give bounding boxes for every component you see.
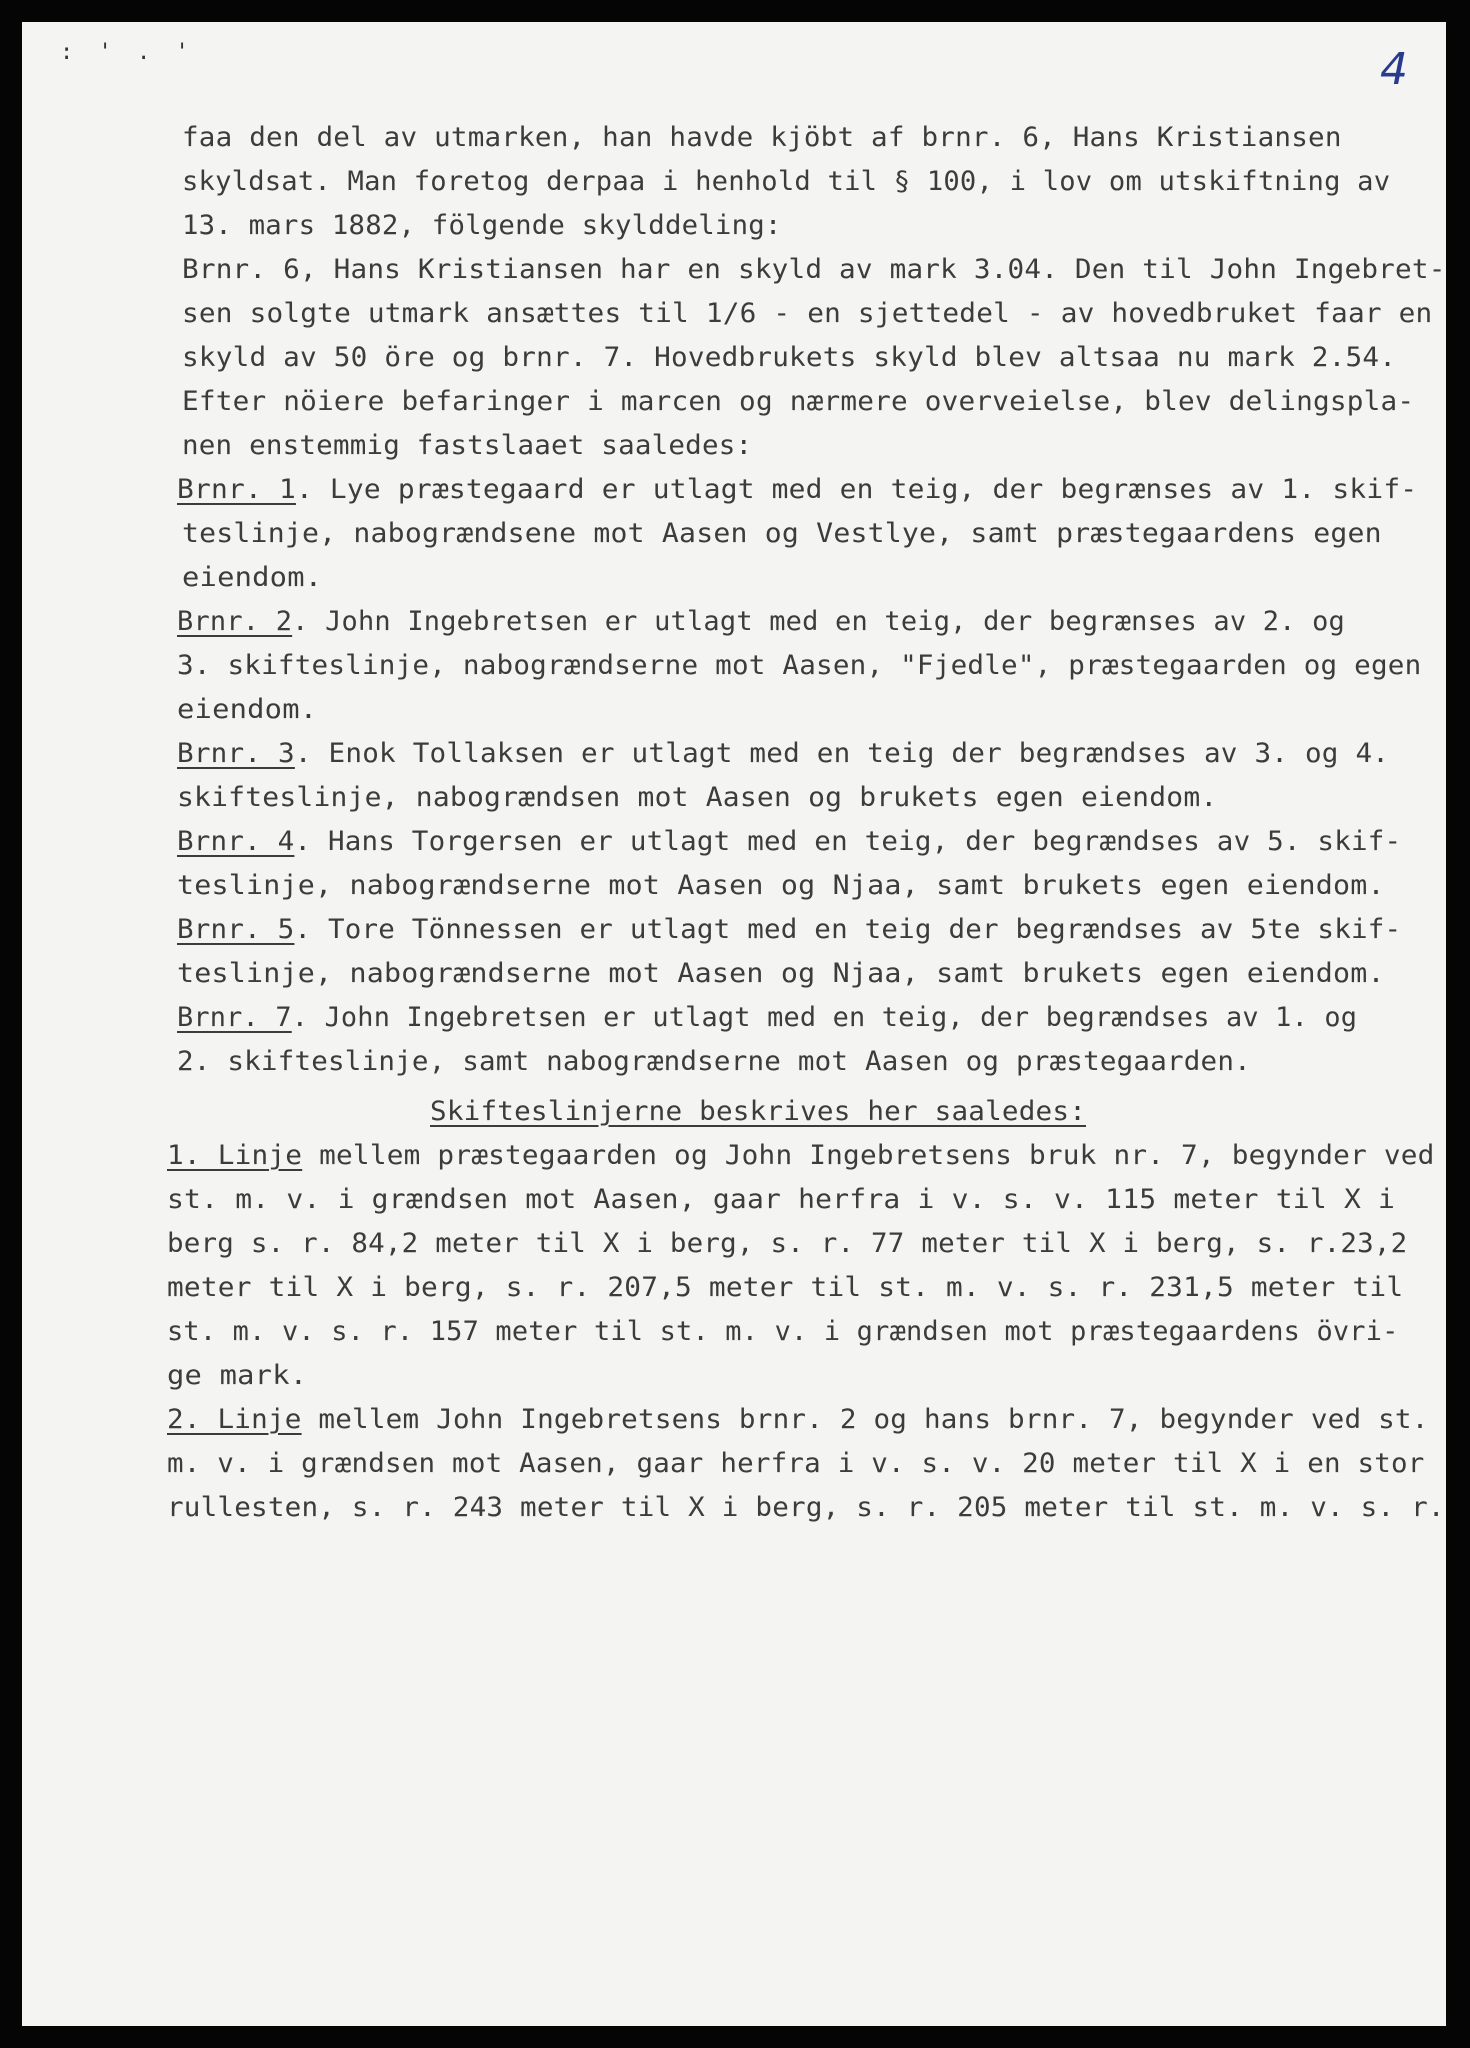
text-line — [167, 1228, 1407, 1259]
underlined-heading: Brnr. 1 — [177, 474, 296, 505]
line-text: . Lye præstegaard er utlagt med en teig, der begrænses av 1. skif- — [295, 474, 1418, 505]
text-line — [167, 1140, 1435, 1171]
underlined-heading: Brnr. 7 — [177, 1002, 292, 1033]
line-text: mellem John Ingebretsens brnr. 2 og hans brnr. 7, begynder ved st. — [301, 1404, 1429, 1435]
underlined-heading: Skifteslinjerne beskrives her saaledes: — [430, 1096, 1087, 1127]
text-line — [182, 210, 782, 241]
line-text: mellem præstegaarden og John Ingebretsens bruk nr. 7, begynder ved — [302, 1140, 1435, 1171]
underlined-heading: Brnr. 2 — [177, 606, 293, 637]
text-line — [177, 738, 1389, 769]
line-text: . Tore Tönnessen er utlagt med en teig der begrændses av 5te skif- — [294, 914, 1402, 945]
line-text: berg s. r. 84,2 meter til X i berg, s. r. 77 meter til X i berg, s. r.23,2 — [167, 1228, 1408, 1259]
underlined-heading: Brnr. 3 — [177, 738, 295, 769]
line-text: nen enstemmig fastslaaet saaledes: — [182, 430, 753, 461]
text-line — [167, 1492, 1445, 1523]
text-line — [182, 298, 1432, 329]
line-text: teslinje, nabogrændserne mot Aasen og Njaa, samt brukets egen eiendom. — [177, 958, 1385, 989]
line-text: 2. skifteslinje, samt nabogrændserne mot Aasen og præstegaarden. — [177, 1046, 1251, 1077]
line-text: eiendom. — [182, 562, 323, 593]
line-text: eiendom. — [177, 694, 318, 725]
line-text: skifteslinje, nabogrændsen mot Aasen og brukets egen eiendom. — [177, 782, 1218, 813]
text-line — [177, 606, 1345, 637]
corner-marks: : ' . ' — [60, 40, 195, 65]
text-line — [177, 826, 1401, 857]
text-line — [182, 342, 1396, 373]
underlined-heading: 1. Linje — [167, 1140, 303, 1171]
text-line — [177, 958, 1385, 989]
text-line — [167, 1404, 1429, 1435]
text-line — [167, 1360, 307, 1391]
text-line — [177, 650, 1421, 681]
text-line — [167, 1272, 1403, 1303]
line-text: faa den del av utmarken, han havde kjöbt af brnr. 6, Hans Kristiansen — [182, 122, 1342, 153]
line-text: Brnr. 6, Hans Kristiansen har en skyld av mark 3.04. Den til John Ingebret- — [182, 254, 1446, 285]
line-text: . Hans Torgersen er utlagt med en teig, der begrændses av 5. skif- — [294, 826, 1402, 857]
line-text: rullesten, s. r. 243 meter til X i berg, s. r. 205 meter til st. m. v. s. r. — [167, 1492, 1445, 1523]
text-line — [177, 1002, 1357, 1033]
text-line — [182, 122, 1342, 153]
line-text: skyldsat. Man foretog derpaa i henhold til § 100, i lov om utskiftning av — [182, 166, 1391, 197]
line-text: meter til X i berg, s. r. 207,5 meter til st. m. v. s. r. 231,5 meter til — [167, 1272, 1404, 1303]
text-line — [177, 694, 317, 725]
text-line — [177, 914, 1401, 945]
line-text: skyld av 50 öre og brnr. 7. Hovedbrukets skyld blev altsaa nu mark 2.54. — [182, 342, 1397, 373]
line-text: m. v. i grændsen mot Aasen, gaar herfra i v. s. v. 20 meter til X i en stor — [167, 1448, 1425, 1479]
document-page — [22, 22, 1446, 2026]
text-line — [430, 1096, 1086, 1127]
line-text: st. m. v. s. r. 157 meter til st. m. v. i grændsen mot præstegaardens övri- — [167, 1316, 1399, 1347]
text-line — [182, 518, 1382, 549]
line-text: Efter nöiere befaringer i marcen og nærmere overveielse, blev delingspla- — [182, 386, 1415, 417]
line-text: . Enok Tollaksen er utlagt med en teig der begrændses av 3. og 4. — [294, 738, 1390, 769]
line-text: 13. mars 1882, fölgende skylddeling: — [182, 210, 782, 241]
text-line — [177, 782, 1217, 813]
underlined-heading: 2. Linje — [167, 1404, 302, 1435]
text-line — [177, 870, 1385, 901]
page-number: 4 — [1380, 44, 1408, 95]
underlined-heading: Brnr. 4 — [177, 826, 295, 857]
line-text: teslinje, nabogrændsene mot Aasen og Vestlye, samt præstegaardens egen — [182, 518, 1382, 549]
line-text: 3. skifteslinje, nabogrændserne mot Aasen, "Fjedle", præstegaarden og egen — [177, 650, 1422, 681]
line-text: ge mark. — [167, 1360, 308, 1391]
text-line — [182, 430, 752, 461]
line-text: sen solgte utmark ansættes til 1/6 - en sjettedel - av hovedbruket faar en — [182, 298, 1433, 329]
line-text: . John Ingebretsen er utlagt med en teig, der begrænses av 2. og — [292, 606, 1345, 637]
text-line — [182, 166, 1390, 197]
text-line — [167, 1184, 1395, 1215]
text-line — [182, 386, 1414, 417]
text-line — [167, 1448, 1425, 1479]
text-line — [177, 1046, 1251, 1077]
text-line — [182, 562, 322, 593]
text-line — [182, 254, 1446, 285]
text-line — [167, 1316, 1399, 1347]
text-line — [177, 474, 1417, 505]
line-text: teslinje, nabogrændserne mot Aasen og Njaa, samt brukets egen eiendom. — [177, 870, 1385, 901]
line-text: st. m. v. i grændsen mot Aasen, gaar herfra i v. s. v. 115 meter til X i — [167, 1184, 1396, 1215]
underlined-heading: Brnr. 5 — [177, 914, 295, 945]
line-text: . John Ingebretsen er utlagt med en teig, der begrændses av 1. og — [291, 1002, 1358, 1033]
